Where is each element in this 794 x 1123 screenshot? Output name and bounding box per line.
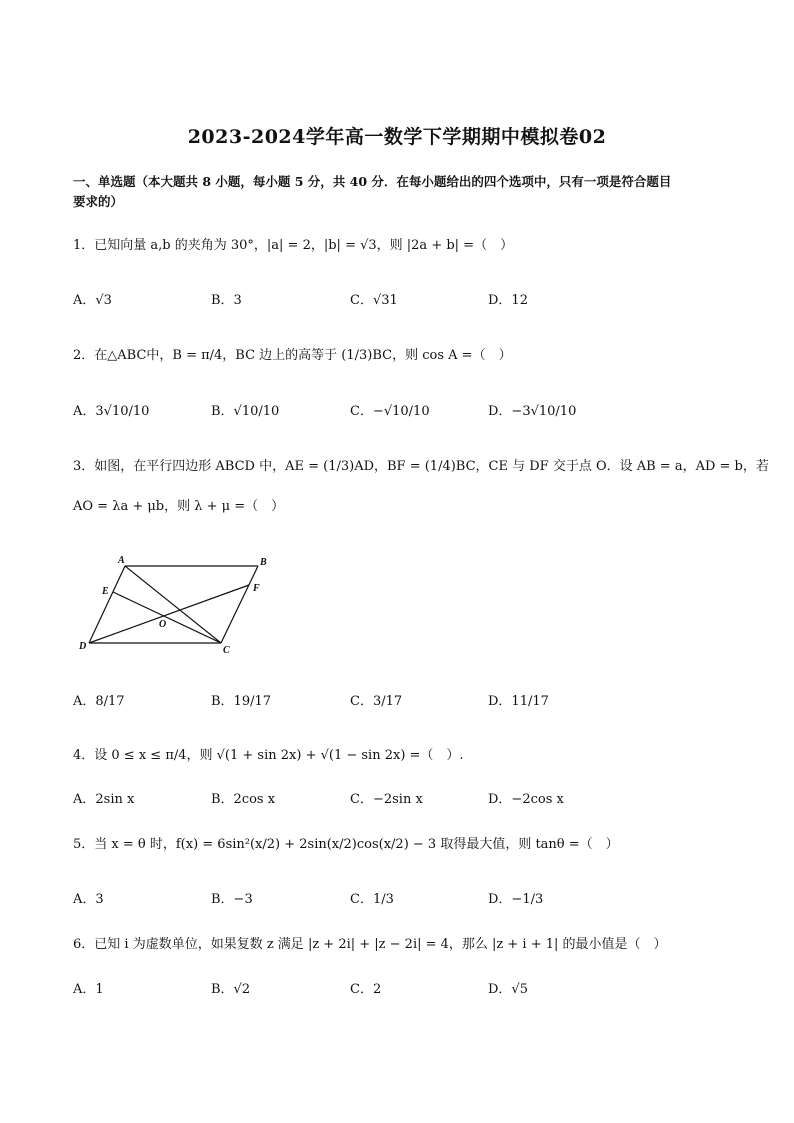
edge-bc — [221, 566, 258, 643]
label-c: C — [223, 645, 230, 656]
q5-option-c: C．1/3 — [350, 892, 394, 907]
q6-option-c: C．2 — [350, 982, 382, 997]
q6-option-a: A．1 — [73, 982, 104, 997]
q4-option-a: A．2sin x — [73, 792, 135, 807]
label-a: A — [118, 555, 125, 566]
q1-option-a: A．√3 — [73, 293, 112, 308]
question-3-stem-line1: 3．如图，在平行四边形 ABCD 中，AE = (1/3)AD，BF = (1/4)BC，CE 与 DF 交于点 O．设 AB = a，AD = b，若 — [73, 459, 769, 474]
q4-option-d: D．−2cos x — [488, 792, 564, 807]
q6-option-b: B．√2 — [211, 982, 251, 997]
question-5-stem: 5．当 x = θ 时，f(x) = 6sin²(x/2) + 2sin(x/2)cos(x/2) − 3 取得最大值，则 tanθ =（ ） — [73, 837, 619, 852]
q2-option-b: B．√10/10 — [211, 404, 280, 419]
question-2-stem: 2．在△ABC中，B = π/4，BC 边上的高等于 (1/3)BC，则 cos A =（ ） — [73, 348, 512, 363]
label-o: O — [159, 619, 167, 630]
parallelogram-figure — [73, 550, 283, 658]
q3-option-d: D．11/17 — [488, 694, 549, 709]
q3-option-a: A．8/17 — [73, 694, 125, 709]
question-1-stem: 1．已知向量 a,b 的夹角为 30°，|a| = 2，|b| = √3，则 |2a + b| =（ ） — [73, 238, 514, 253]
q4-option-c: C．−2sin x — [350, 792, 423, 807]
q1-option-b: B．3 — [211, 293, 242, 308]
q5-option-b: B．−3 — [211, 892, 253, 907]
q2-option-d: D．−3√10/10 — [488, 404, 577, 419]
label-f: F — [253, 583, 260, 594]
label-d: D — [79, 641, 87, 652]
q1-option-c: C．√31 — [350, 293, 398, 308]
label-b: B — [260, 557, 267, 568]
q6-option-d: D．√5 — [488, 982, 528, 997]
label-e: E — [102, 586, 109, 597]
q3-option-b: B．19/17 — [211, 694, 272, 709]
q2-option-a: A．3√10/10 — [73, 404, 150, 419]
question-3-stem-line2: AO = λa + μb，则 λ + μ =（ ） — [73, 499, 285, 514]
q5-option-d: D．−1/3 — [488, 892, 544, 907]
section-header-line2: 要求的） — [73, 194, 124, 209]
question-6-stem: 6．已知 i 为虚数单位，如果复数 z 满足 |z + 2i| + |z − 2i| = 4，那么 |z + i + 1| 的最小值是（ ） — [73, 937, 667, 952]
page-title: 2023-2024学年高一数学下学期期中模拟卷02 — [187, 126, 607, 148]
q1-option-d: D．12 — [488, 293, 528, 308]
q3-option-c: C．3/17 — [350, 694, 403, 709]
question-4-stem: 4．设 0 ≤ x ≤ π/4，则 √(1 + sin 2x) + √(1 − sin 2x) =（ ）. — [73, 748, 464, 763]
q4-option-b: B．2cos x — [211, 792, 276, 807]
q5-option-a: A．3 — [73, 892, 104, 907]
section-header-line1: 一、单选题（本大题共 8 小题，每小题 5 分，共 40 分．在每小题给出的四个选项中，只有一项是符合题目 — [73, 174, 672, 189]
q2-option-c: C．−√10/10 — [350, 404, 430, 419]
